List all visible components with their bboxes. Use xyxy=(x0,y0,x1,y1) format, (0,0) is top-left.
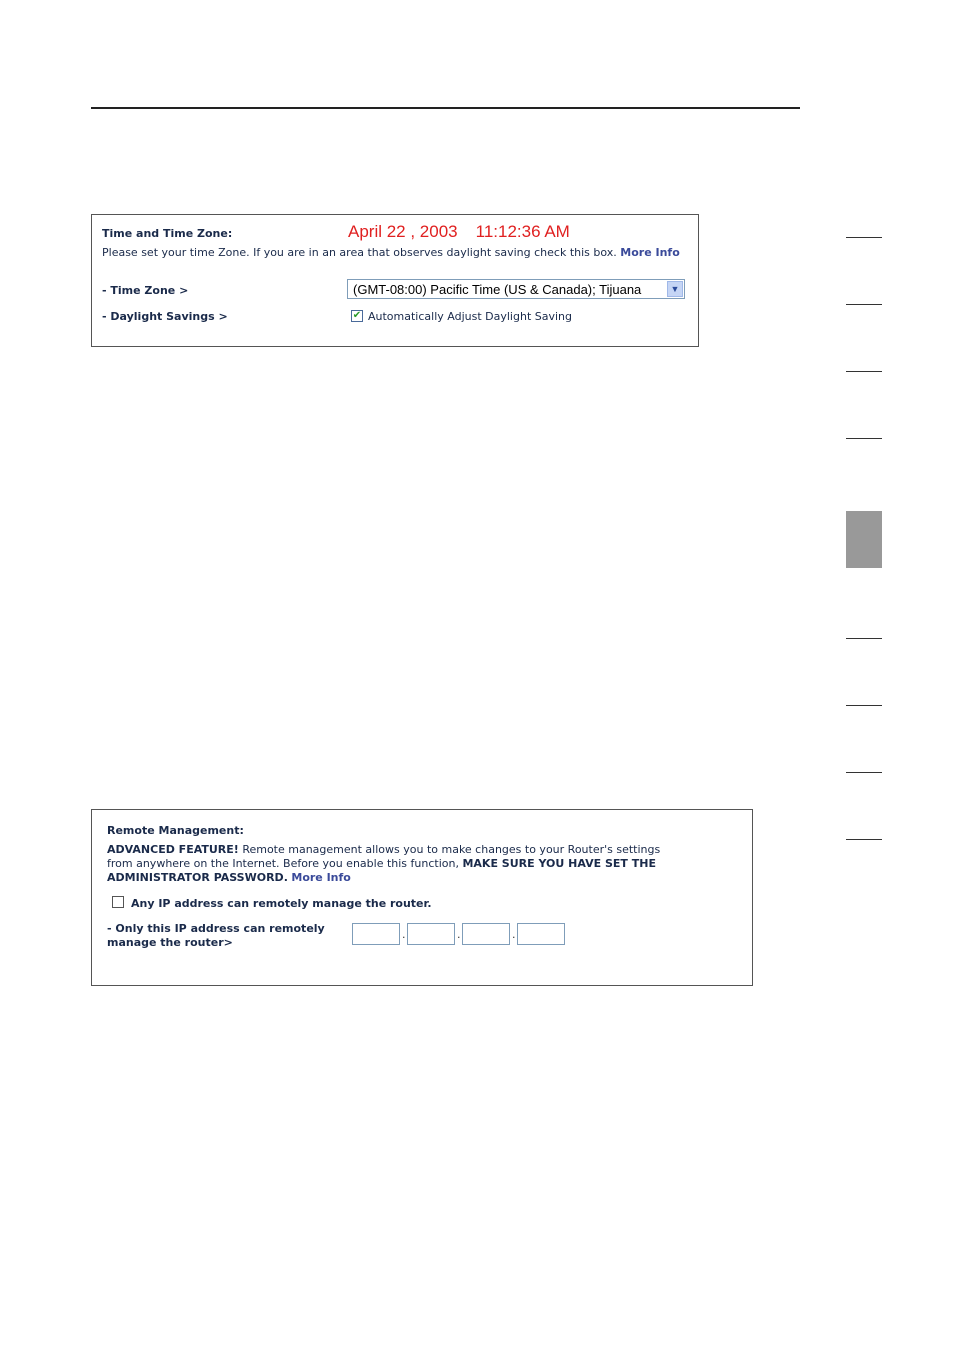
remote-management-title: Remote Management: xyxy=(107,824,244,837)
advanced-feature-label: ADVANCED FEATURE! xyxy=(107,843,239,856)
any-ip-label: Any IP address can remotely manage the router. xyxy=(131,897,432,910)
section-tab-5-active[interactable] xyxy=(846,511,882,568)
section-tab-9[interactable] xyxy=(846,839,882,840)
section-tab-7[interactable] xyxy=(846,705,882,706)
time-zone-title: Time and Time Zone: xyxy=(102,227,233,240)
time-zone-select[interactable] xyxy=(347,279,685,299)
section-tab-6[interactable] xyxy=(846,638,882,639)
time-zone-panel xyxy=(91,214,699,347)
remote-more-info-link[interactable]: More Info xyxy=(291,871,351,884)
section-tab-1[interactable] xyxy=(846,237,882,238)
ip-octet-4-input[interactable] xyxy=(517,923,565,945)
password-warning: MAKE SURE YOU HAVE SET THE ADMINISTRATOR PASSWORD. xyxy=(107,857,656,884)
ip-dot-3: . xyxy=(512,928,516,941)
ip-octet-3-input[interactable] xyxy=(462,923,510,945)
section-tab-4[interactable] xyxy=(846,438,882,439)
time-more-info-link[interactable]: More Info xyxy=(620,246,680,259)
remote-description-text: Remote management allows you to make changes to your Router's settings from anywhere on the Internet. Before you enable this function, xyxy=(107,843,661,870)
daylight-checkbox-label: Automatically Adjust Daylight Saving xyxy=(368,310,572,323)
time-zone-description xyxy=(102,246,687,260)
current-date: April 22 , 2003 xyxy=(348,222,458,241)
only-ip-label-line2: manage the router> xyxy=(107,936,233,949)
ip-octet-2-input[interactable] xyxy=(407,923,455,945)
daylight-savings-checkbox[interactable]: ✔ xyxy=(352,310,362,321)
top-rule xyxy=(91,107,800,109)
ip-octet-1-input[interactable] xyxy=(352,923,400,945)
time-zone-selected-value: (GMT-08:00) Pacific Time (US & Canada); Tijuana xyxy=(353,282,642,297)
ip-dot-2: . xyxy=(457,928,461,941)
any-ip-checkbox[interactable] xyxy=(112,896,124,908)
ip-dot-1: . xyxy=(402,928,406,941)
daylight-savings-label: - Daylight Savings > xyxy=(102,310,228,323)
time-zone-label: - Time Zone > xyxy=(102,284,189,297)
current-time: 11:12:36 AM xyxy=(475,222,570,241)
current-time-display xyxy=(348,222,570,242)
remote-management-description xyxy=(107,843,687,885)
only-ip-label-line1: - Only this IP address can remotely xyxy=(107,922,325,935)
chevron-down-icon[interactable]: ▼ xyxy=(667,281,683,297)
section-tab-2[interactable] xyxy=(846,304,882,305)
remote-management-panel xyxy=(91,809,753,986)
time-zone-description-text: Please set your time Zone. If you are in an area that observes daylight saving check this box. xyxy=(102,246,617,259)
section-tab-3[interactable] xyxy=(846,371,882,372)
section-tab-8[interactable] xyxy=(846,772,882,773)
